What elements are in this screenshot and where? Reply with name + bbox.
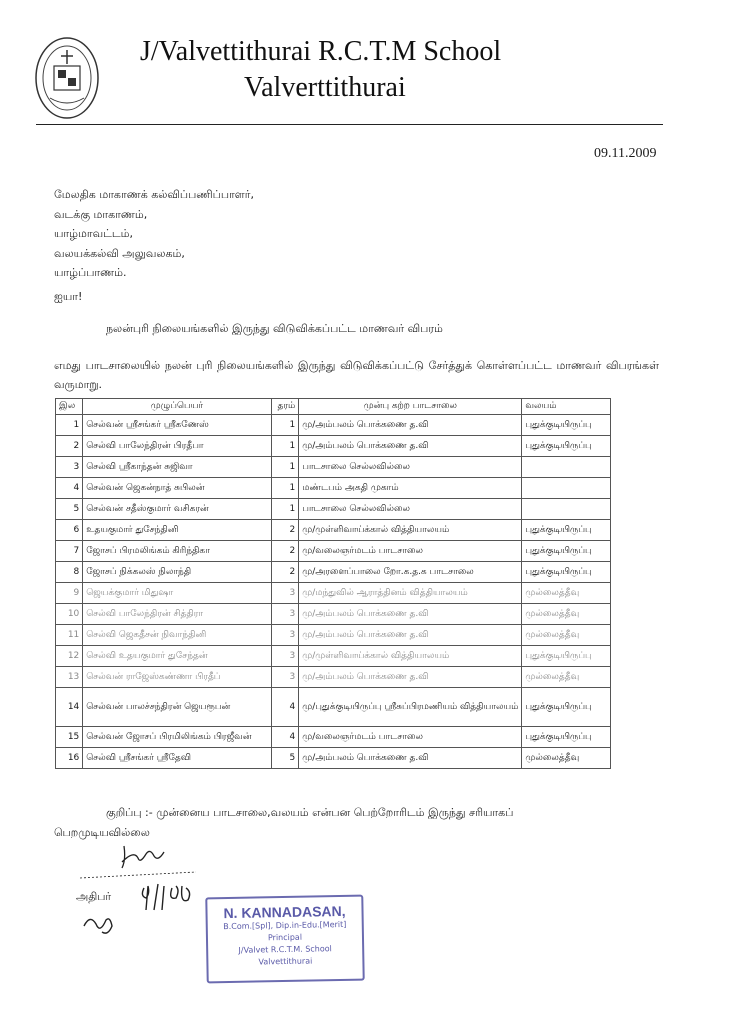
letterhead-divider <box>36 124 663 125</box>
address-line: யாழ்மாவட்டம், <box>54 227 134 240</box>
cell-prev-school: மு/முள்ளிவாய்க்கால் வித்தியாலயம் <box>299 646 522 667</box>
signature-label: அதிபர் <box>76 890 112 903</box>
cell-zone: புதுக்குடியிருப்பு <box>522 727 611 748</box>
intro-paragraph: எமது பாடசாலையில் நலன் புரி நிலையங்களில் இருந்து விடுவிக்கப்பட்டு சேர்த்துக் கொள்ளப்பட்ட மாணவர் விபரங்கள் வருமாறு. <box>54 359 659 391</box>
header-name: முழுப்பெயர் <box>83 399 271 415</box>
table-row <box>56 478 611 499</box>
address-line: மேலதிக மாகாணக் கல்விப்பணிப்பாளர், <box>54 188 254 201</box>
cell-grade: 1 <box>271 499 299 520</box>
table-row <box>56 499 611 520</box>
cell-prev-school: மு/அம்பலம் பொக்கணை த.வி <box>299 667 522 688</box>
cell-prev-school: மு/அரளைப்பாலை றோ.க.த.க பாடசாலை <box>299 562 522 583</box>
cell-grade: 2 <box>271 541 299 562</box>
cell-no: 15 <box>56 727 83 748</box>
table-row <box>56 415 611 436</box>
cell-prev-school: பாடசாலை செல்லவில்லை <box>299 499 522 520</box>
stamp-name: N. KANNADASAN, <box>223 902 346 922</box>
table-row <box>56 604 611 625</box>
cell-zone: முல்லைத்தீவு <box>522 583 611 604</box>
table-row <box>56 562 611 583</box>
school-town: Valverttithurai <box>244 72 406 103</box>
table-row <box>56 541 611 562</box>
cell-name: செல்வி பாலேந்திரன் சித்திரா <box>83 604 271 625</box>
note-line-continued: பெறமுடியவில்லை <box>54 826 150 839</box>
note-line: குறிப்பு :- முன்னைய பாடசாலை,வலயம் என்பன பெற்றோரிடம் இருந்து சரியாகப் <box>106 806 514 819</box>
cell-grade: 3 <box>271 625 299 646</box>
cell-grade: 1 <box>271 436 299 457</box>
table-row <box>56 748 611 769</box>
table-row <box>56 436 611 457</box>
table-row <box>56 646 611 667</box>
salutation: ஐயா! <box>54 290 83 303</box>
cell-no: 3 <box>56 457 83 478</box>
cell-grade: 1 <box>271 457 299 478</box>
table-header-row <box>56 399 611 415</box>
cell-prev-school: பாடசாலை செல்லவில்லை <box>299 457 522 478</box>
cell-grade: 1 <box>271 415 299 436</box>
stamp-school: J/Valvet R.C.T.M. School <box>238 944 332 955</box>
stamp-qualifications: B.Com.[Spl], Dip.in-Edu.[Merit] <box>223 919 347 932</box>
cell-no: 4 <box>56 478 83 499</box>
table-row <box>56 625 611 646</box>
cell-grade: 4 <box>271 727 299 748</box>
cell-zone: முல்லைத்தீவு <box>522 748 611 769</box>
cell-zone: புதுக்குடியிருப்பு <box>522 520 611 541</box>
cell-name: செல்வன் சதீஸ்குமார் வசிகரன் <box>83 499 271 520</box>
recipient-address <box>54 185 254 283</box>
cell-no: 13 <box>56 667 83 688</box>
cell-prev-school: மு/அம்பலம் பொக்கணை த.வி <box>299 625 522 646</box>
cell-zone: புதுக்குடியிருப்பு <box>522 562 611 583</box>
cell-prev-school: மு/அம்பலம் பொக்கணை த.வி <box>299 436 522 457</box>
cell-prev-school: மு/மந்துவில் ஆராத்தினம் வித்தியாலயம் <box>299 583 522 604</box>
cell-zone: புதுக்குடியிருப்பு <box>522 415 611 436</box>
header-prev-school: முன்பு கற்ற பாடசாலை <box>299 399 522 415</box>
cell-name: செல்வன் ராஜேஸ்கண்ணா பிரதீப் <box>83 667 271 688</box>
stamp-town: Valvettithurai <box>258 956 313 967</box>
stamp-title: Principal <box>267 932 303 943</box>
cell-zone <box>522 457 611 478</box>
cell-grade: 3 <box>271 646 299 667</box>
cell-name: செல்வன் பாலச்சந்திரன் ஜெயரூபன் <box>83 688 271 727</box>
cell-prev-school: மு/அம்பலம் பொக்கணை த.வி <box>299 415 522 436</box>
table-row <box>56 583 611 604</box>
cell-no: 9 <box>56 583 83 604</box>
cell-zone <box>522 499 611 520</box>
cell-no: 2 <box>56 436 83 457</box>
table-row <box>56 688 611 727</box>
cell-prev-school: மு/முள்ளிவாய்க்கால் வித்தியாலயம் <box>299 520 522 541</box>
cell-prev-school: மு/வலைஞர்மடம் பாடசாலை <box>299 727 522 748</box>
cell-grade: 1 <box>271 478 299 499</box>
handwritten-initials <box>80 912 120 942</box>
cell-grade: 4 <box>271 688 299 727</box>
cell-grade: 2 <box>271 520 299 541</box>
address-line: வலயக்கல்வி அலுவலகம், <box>54 246 185 260</box>
cell-zone: முல்லைத்தீவு <box>522 604 611 625</box>
cell-zone: புதுக்குடியிருப்பு <box>522 436 611 457</box>
cell-no: 14 <box>56 688 83 727</box>
cell-grade: 2 <box>271 562 299 583</box>
cell-zone: புதுக்குடியிருப்பு <box>522 646 611 667</box>
cell-prev-school: மு/அம்பலம் பொக்கணை த.வி <box>299 748 522 769</box>
cell-zone <box>522 478 611 499</box>
cell-no: 5 <box>56 499 83 520</box>
cell-name: ஜோசப் நிக்கலஸ் நிலாந்தி <box>83 562 271 583</box>
cell-name: செல்வன் ஸ்ரீசங்கர் ஸ்ரீகணேஸ் <box>83 415 271 436</box>
students-table <box>55 398 611 769</box>
cell-prev-school: மு/வலைஞர்மடம் பாடசாலை <box>299 541 522 562</box>
cell-grade: 3 <box>271 583 299 604</box>
cell-no: 6 <box>56 520 83 541</box>
cell-prev-school: மு/புதுக்குடியிருப்பு ஸ்ரீசுப்பிரமணியம் வித்தியாலயம் <box>299 688 522 727</box>
cell-name: செல்வி பாலேந்திரன் பிரதீபா <box>83 436 271 457</box>
cell-grade: 5 <box>271 748 299 769</box>
cell-no: 12 <box>56 646 83 667</box>
cell-no: 16 <box>56 748 83 769</box>
letter-subject: நலன்புரி நிலையங்களில் இருந்து விடுவிக்கப்பட்ட மாணவர் விபரம் <box>106 322 443 335</box>
address-line: யாழ்ப்பாணம். <box>54 266 127 279</box>
principal-stamp <box>205 895 364 984</box>
cell-prev-school: மண்டபம் அகதி முகாம் <box>299 478 522 499</box>
cell-name: செல்வி ஸ்ரீகாந்தன் சுஜிவா <box>83 457 271 478</box>
cell-name: செல்வி ஸ்ரீசங்கர் ஸ்ரீதேவி <box>83 748 271 769</box>
cell-zone: முல்லைத்தீவு <box>522 667 611 688</box>
cell-name: செல்வி உதயகுமார் துசேந்தன் <box>83 646 271 667</box>
cell-name: செல்வி ஜெகதீசன் நிவாந்தினி <box>83 625 271 646</box>
cell-no: 10 <box>56 604 83 625</box>
header-zone: வலயம் <box>522 399 611 415</box>
school-name: J/Valvettithurai R.C.T.M School <box>140 36 502 67</box>
cell-name: உதயகுமார் துசேந்தினி <box>83 520 271 541</box>
cell-no: 7 <box>56 541 83 562</box>
cell-name: செல்வன் ஜெகன்நாத் சுபிலன் <box>83 478 271 499</box>
cell-no: 11 <box>56 625 83 646</box>
cell-zone: புதுக்குடியிருப்பு <box>522 541 611 562</box>
letter-date: 09.11.2009 <box>594 146 657 161</box>
handwritten-date <box>106 876 206 914</box>
cell-no: 1 <box>56 415 83 436</box>
cell-name: ஜெயக்குமார் மிதுஷா <box>83 583 271 604</box>
table-row <box>56 667 611 688</box>
cell-name: செல்வன் ஜோசப் பிரமிலிங்கம் பிரஜீவன் <box>83 727 271 748</box>
address-line: வடக்கு மாகாணம், <box>54 207 148 221</box>
cell-zone: புதுக்குடியிருப்பு <box>522 688 611 727</box>
table-row <box>56 520 611 541</box>
table-row <box>56 727 611 748</box>
cell-prev-school: மு/அம்பலம் பொக்கணை த.வி <box>299 604 522 625</box>
cell-no: 8 <box>56 562 83 583</box>
header-no: இல <box>56 399 83 415</box>
cell-grade: 3 <box>271 604 299 625</box>
table-row <box>56 457 611 478</box>
school-crest <box>34 36 100 120</box>
cell-grade: 3 <box>271 667 299 688</box>
cell-name: ஜோசப் பிரமலிங்கம் கிரிந்திகா <box>83 541 271 562</box>
header-grade: தரம் <box>271 399 299 415</box>
cell-zone: முல்லைத்தீவு <box>522 625 611 646</box>
